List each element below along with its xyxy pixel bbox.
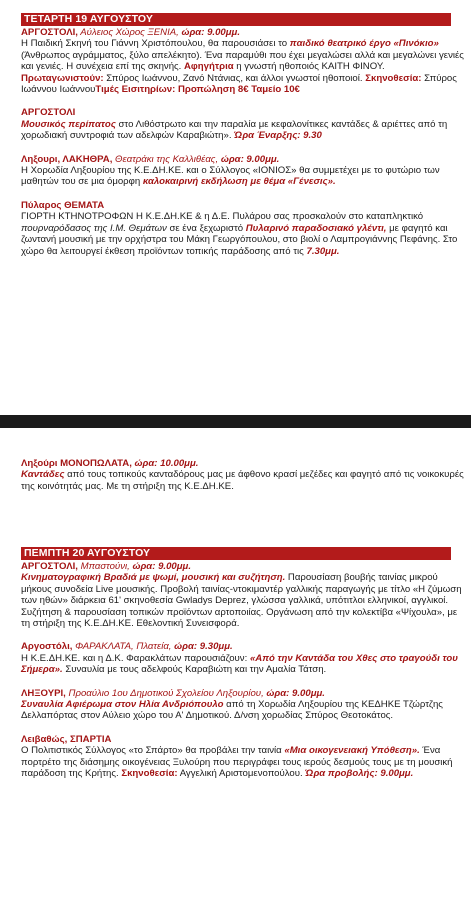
event-text: από τους τοπικούς κανταδόρους μας με άφθονο κρασί μεζέδες και φαγητό από τις νοικοκυρές της κοινότητάς μας. Με τη στήριξη της Κ.Ε.ΔΗ.ΚΕ. [21, 469, 464, 492]
event-time: ώρα: 9.00μμ. [132, 561, 192, 572]
event-lakithra [21, 154, 464, 188]
event-text: Ένα πορτρέτο της διάσημης οικογένειας Ξυλούρη που περιγράφει τους ιερούς δεσμούς τους με τη μουσική παράδοση της Κρήτης. [21, 745, 453, 780]
event-text: πουρναρόδασος της Ι.Μ. Θεμάτων [21, 222, 167, 234]
event-place: ΑΡΓΟΣΤΟΛΙ, [21, 27, 78, 38]
event-text: Σπύρος Ιωάννου Ιωάννου [21, 72, 457, 96]
section-divider [0, 415, 471, 428]
event-highlight: Αφηγήτρια [184, 61, 234, 73]
event-time: Ώρα προβολής: 9.00μμ. [305, 768, 414, 780]
event-venue: Προαύλιο 1ου Δημοτικού Σχολείου Ληξουρίου, [65, 687, 267, 699]
event-place: ΑΡΓΟΣΤΟΛΙ [21, 107, 76, 119]
event-highlight: Κινηματογραφική Βραδιά με ψωμί, μουσική και συζήτηση. [21, 572, 286, 584]
event-argostoli-bastouni [21, 561, 464, 629]
event-time: ώρα: 9.30μμ. [174, 641, 233, 653]
event-venue: Αύλειος Χώρος ΞΕΝΙΑ, [77, 27, 182, 38]
event-text: Παρουσίαση βουβής ταινίας μικρού μήκους συνοδεία Live μουσικής. Προβολή ταινίας-ντοκιμαντέρ γαλλικής παραγωγής με τίτλο «Η ζύμωση των ηθών» διάρκεια 61' σκηνοθεσία Gwladys Deprez, γλώσσα γαλλικά, υπότιτλοι ελληνικοί, αγγλικοί. Συζήτηση & παρουσίαση τοπικών προϊόντων αρτοποιίας. Οργάνωση από την κολεκτίβα «Ψίχουλα», με τη στήριξη της Κ.Ε.ΔΗ.ΚΕ. Εθελοντική Συνεισφορά. [21, 572, 462, 630]
event-place: Ληξούρι ΜΟΝΟΠΩΛΑΤΑ, [21, 458, 135, 469]
event-highlight: Σκηνοθεσία: [121, 768, 178, 780]
event-venue: Μπαστούνι, [77, 561, 133, 572]
event-monopolata [21, 458, 464, 492]
event-highlight: Συναυλία Αφιέρωμα στον Ηλία Ανδριόπουλο [21, 699, 224, 711]
event-highlight: παιδικό θεατρικό έργο «Πινόκιο» [289, 38, 439, 50]
event-text: Σπύρος Ιωάννου, Ζανό Ντάνιας, και άλλοι γνωστοί ηθοποιοί. [103, 72, 366, 84]
event-time: ώρα: 9.00μμ. [266, 687, 325, 699]
event-faraklata [21, 641, 464, 675]
event-time: ώρα: 9.00μμ. [220, 153, 280, 165]
event-highlight: Πρωταγωνιστούν: [21, 72, 104, 84]
event-text: με φαγητό και ζωντανή μουσική με την ορχήστρα του Μάκη Γεωργόπουλου, στο βιολί ο Λαμπρογιάννης Πεφάνης. Στο χώρο θα λειτουργεί έκθεση προϊόντων τοπικής παράδοσης από τις [21, 222, 458, 257]
event-text: σε ένα ξεχωριστό [166, 222, 246, 234]
day-header: ΠΕΜΠΤΗ 20 ΑΥΓΟΥΣΤΟΥ [21, 547, 451, 560]
event-highlight: Πυλαρινό παραδοσιακό γλέντι, [245, 222, 387, 234]
event-place: Λειβαθώς, ΣΠΑΡΤΙΑ [21, 733, 112, 745]
event-highlight: Μουσικός περίπατος [21, 118, 116, 130]
event-pylaros-themata [21, 200, 464, 257]
event-argostoli-walk [21, 107, 464, 141]
event-text: Αγγελική Αριστομενοπούλου. [177, 768, 306, 780]
event-text: ΓΙΟΡΤΗ ΚΤΗΝΟΤΡΟΦΩΝ Η Κ.Ε.ΔΗ.ΚΕ & η Δ.Ε. Πυλάρου σας προσκαλούν στο καταπληκτικό [21, 211, 424, 223]
event-place: Αργοστόλι, [21, 641, 73, 653]
event-place: Πύλαρος ΘΕΜΑΤΑ [21, 199, 105, 211]
event-text: η γνωστή ηθοποιός ΚΑΙΤΗ ΦΙΝΟΥ. [233, 61, 385, 73]
middle-event [21, 458, 464, 492]
event-highlight: Καντάδες [21, 469, 65, 481]
event-place: Ληξουρι, ΛΑΚΗΘΡΑ, [21, 153, 113, 165]
event-lixouri-school [21, 688, 464, 722]
event-highlight: «Από την Καντάδα του Χθες στο τραγούδι του Σήμερα». [21, 652, 458, 676]
event-place: ΛΗΞΟΥΡΙ, [21, 687, 66, 699]
event-spartia [21, 734, 464, 780]
event-highlight: Τιμές Εισιτηρίων: Προπώληση 8€ Ταμείο 10€ [95, 84, 300, 96]
event-text: από τη Χορωδία Ληξουρίου της ΚΕΔΗΚΕ Τζώρτζης Δελλαπόρτας στον Αύλειο χώρο του Α' Δημοτικού. Δ/νση χορωδίας Σπύρος Θεοτοκάτος. [21, 699, 443, 722]
event-highlight: «Μια οικογενειακή Υπόθεση». [284, 745, 420, 757]
event-highlight: καλοκαιρινή εκδήλωση με θέμα «Γένεσις». [142, 176, 336, 188]
event-text: Η Παιδική Σκηνή του Γιάννη Χριστόπουλου, θα παρουσιάσει το [21, 38, 290, 50]
event-time: ώρα: 10.00μμ. [134, 458, 199, 469]
event-text: (Άνθρωπος αγράμματος, ξύλο απελέκητο). Ένα παραμύθι που έχει μεγαλώσει αλλά και μεγαλώνει γενιές και γενιές. Η συνέχεια επί της σκηνής. [21, 49, 464, 73]
event-text: Ο Πολιτιστικός Σύλλογος «το Σπάρτο» θα προβάλει την ταινία [21, 745, 285, 757]
event-text: Συναυλία με τους αδελφούς Καραβιώτη και την Αμαλία Τάτση. [62, 664, 327, 676]
event-time: 7.30μμ. [306, 245, 340, 257]
day1-events [21, 27, 464, 257]
event-argostoli-xenia [21, 27, 464, 95]
event-highlight: Σκηνοθεσία: [365, 72, 422, 84]
event-venue: ΦΑΡΑΚΛΑΤΑ, Πλατεία, [72, 641, 175, 653]
event-time: Ώρα Έναρξης: 9.30 [234, 130, 322, 142]
event-time: ώρα: 9.00μμ. [181, 27, 241, 38]
event-text: Η Κ.Ε.ΔΗ.ΚΕ. και η Δ.Κ. Φαρακλάτων παρουσιάζουν: [21, 652, 250, 664]
event-text: Η Χορωδία Ληξουρίου της Κ.Ε.ΔΗ.ΚΕ. και ο Σύλλογος «ΙΟΝΙΟΣ» θα συμμετέχει με το φυτώριο των μαθητών του σε μια όμορφη [21, 165, 440, 188]
event-venue: Θεατράκι της Καλλιθέας, [112, 153, 221, 165]
event-text: στο Λιθόστρωτο και την παραλία με κεφαλονίτικες καντάδες & αριέττες από τη χορωδιακή συντροφιά των αδελφών Καραβιώτη». [21, 118, 448, 142]
event-place: ΑΡΓΟΣΤΟΛΙ, [21, 561, 78, 572]
day-header: ΤΕΤΑΡΤΗ 19 ΑΥΓΟΥΣΤΟΥ [21, 13, 451, 26]
day2-events [21, 561, 464, 780]
